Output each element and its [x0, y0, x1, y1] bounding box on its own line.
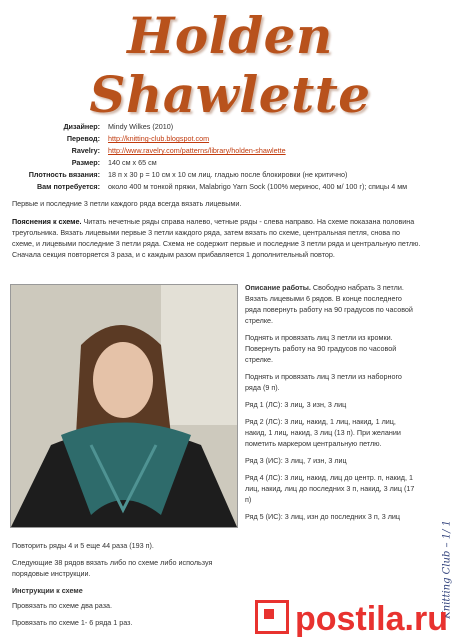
info-table — [10, 122, 430, 194]
row-instruction: Ряд 3 (ИС): 3 лиц, 7 изн, 3 лиц — [245, 456, 347, 465]
row-instruction: Ряд 2 (ЛС): 3 лиц, накид, 1 лиц, накид, 1 лиц, накид, 1 лиц, накид, 3 лиц (13 п). При желании пометить маркером центральную петлю. — [245, 417, 401, 448]
info-label: Перевод: — [66, 134, 100, 143]
model-photo — [10, 284, 238, 528]
instr-line: Провязать по схеме 1- 6 ряда 1 раз. — [12, 618, 133, 627]
translation-link[interactable]: http://knitting-club.blogspot.com — [108, 134, 210, 143]
info-label: Вам потребуется: — [36, 182, 100, 191]
repeat-text: Повторить ряды 4 и 5 еще 44 раза (193 п). — [12, 541, 154, 550]
footer-instructions — [12, 540, 242, 634]
info-row-size — [10, 158, 430, 168]
watermark — [255, 602, 448, 636]
info-label: Дизайнер: — [63, 122, 100, 131]
ravelry-link[interactable]: http://www.ravelry.com/patterns/library/holden-shawlette — [108, 146, 286, 155]
row-instruction: Ряд 4 (ЛС): 3 лиц, накид, лиц до центр. п, накид, 1 лиц, накид, лиц до последних 3 п, накид, 3 лиц (17 п) — [245, 473, 415, 504]
intro-text: Первые и последние 3 петли каждого ряда всегда вязать лицевыми. — [12, 199, 242, 208]
info-value: 140 см х 65 см — [108, 158, 157, 167]
desc-title: Описание работы. — [245, 283, 311, 292]
info-row-ravelry — [10, 146, 430, 156]
info-row-gauge — [10, 170, 430, 180]
info-value: 18 п х 30 р = 10 см х 10 см лиц. гладью после блокировки (не критично) — [108, 170, 348, 179]
desc-paragraph: Поднять и провязать лиц 3 петли из кромки. Повернуть работу на 90 градусов по часовой стрелке. — [245, 333, 397, 364]
row-instruction: Ряд 5 (ИС): 3 лиц, изн до последних 3 п, 3 лиц — [245, 512, 401, 521]
watermark-text: postila.ru — [294, 600, 448, 638]
info-value: Mindy Wilkes (2010) — [108, 122, 174, 131]
instructions-column — [245, 282, 415, 528]
info-label: Плотность вязания: — [28, 170, 100, 179]
next-text: Следующие 38 рядов вязать либо по схеме либо используя порядовые инструкции. — [12, 558, 213, 578]
info-row-designer — [10, 122, 430, 132]
legend-text: Читать нечетные ряды справа налево, четные ряды - слева направо. На схеме показана половина треугольника. Вязать лицевыми первые 3 петли каждого ряда, затем вязать по схеме, центральная петля, снова по схеме, и лицевыми последние 3 петли ряда. Схема не содержит первые и последние 3 петли ряда и центральную петлю. Сначала секция повторяется 3 раза, и с каждым разом прибавляется 1 дополнительный повтор. — [12, 217, 421, 259]
side-page-label: Knitting Club – 1/ 1 — [442, 520, 453, 619]
page-title: Holden Shawlette — [89, 6, 371, 124]
watermark-stamp-icon — [255, 600, 289, 634]
info-label: Размер: — [71, 158, 100, 167]
legend-paragraph — [12, 216, 424, 260]
instr-line: Провязать по схеме два раза. — [12, 601, 113, 610]
info-value: около 400 м тонкой пряжи, Malabrigo Yarn Sock (100% меринос, 400 м/ 100 г); спицы 4 мм — [108, 182, 408, 191]
instr-title: Инструкции к схеме — [12, 586, 83, 595]
info-row-materials — [10, 182, 430, 192]
legend-title: Пояснения к схеме. — [12, 217, 82, 226]
row-instruction: Ряд 1 (ЛС): 3 лиц, 3 изн, 3 лиц — [245, 400, 347, 409]
desc-paragraph: Описание работы. Свободно набрать 3 петли. Вязать лицевыми 6 рядов. В конце последнего ряда повернуть работу на 90 градусов по часовой стрелке. — [245, 283, 413, 325]
desc-paragraph: Поднять и провязать лиц 3 петли из наборного ряда (9 п). — [245, 372, 402, 392]
info-label: Ravelry: — [71, 146, 100, 155]
info-row-translation — [10, 134, 430, 144]
